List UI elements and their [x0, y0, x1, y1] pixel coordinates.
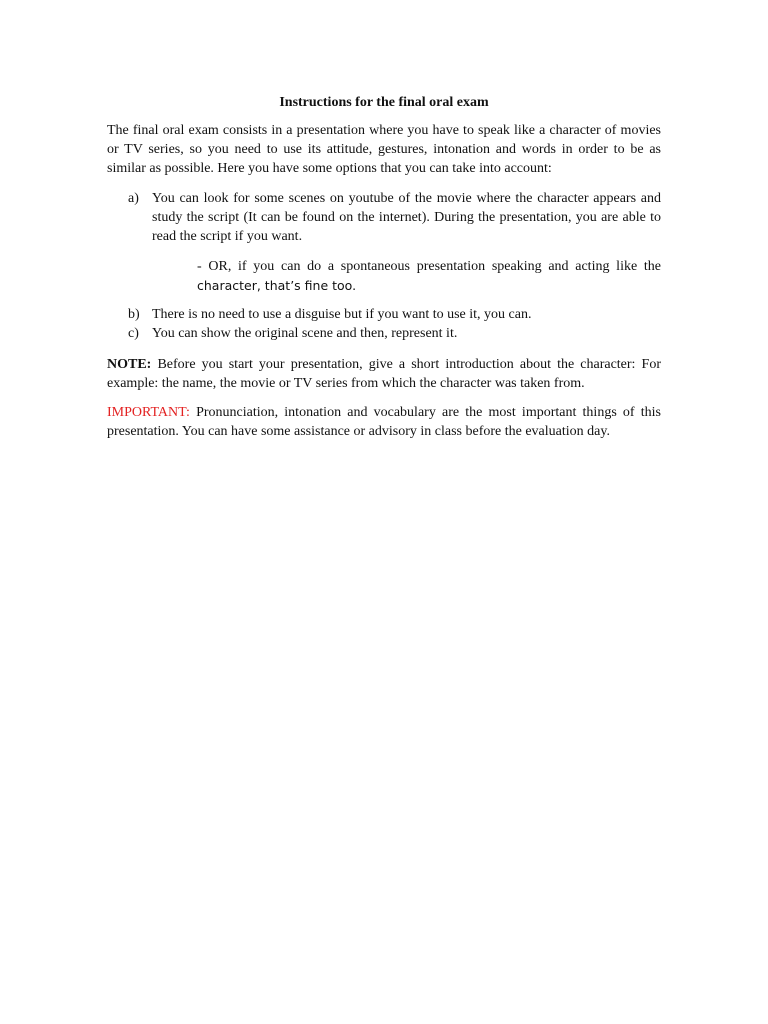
list-item-c-text: You can show the original scene and then, represent it. — [152, 326, 458, 342]
note-paragraph — [107, 355, 661, 393]
list-item-c — [107, 324, 661, 343]
list-marker-a: a) — [128, 191, 139, 206]
sub-option-text-end: character, that’s fine too. — [197, 278, 357, 294]
list-item-b-text: There is no need to use a disguise but if you want to use it, you can. — [152, 307, 532, 322]
important-paragraph — [107, 403, 661, 441]
options-list-bc — [107, 305, 661, 343]
list-marker-b: b) — [128, 307, 140, 322]
sub-option-paragraph — [197, 257, 661, 296]
document-title: Instructions for the final oral exam — [279, 95, 489, 110]
sub-option-text: - OR, if you can do a spontaneous presentation speaking and acting like the — [197, 259, 661, 274]
list-marker-c: c) — [128, 326, 139, 342]
list-item-a — [107, 189, 661, 247]
important-label: IMPORTANT: — [107, 405, 190, 420]
list-item-b — [107, 305, 661, 324]
intro-paragraph: The final oral exam consists in a presentation where you have to speak like a character of movies or TV series, so you need to use its attitude, gestures, intonation and words in order to be as similar as possible. Here you have some options that you can take into account: — [107, 123, 661, 177]
note-text: Before you start your presentation, give a short introduction about the character: For example: the name, the movie or TV series from which the character was taken from. — [107, 357, 661, 392]
important-text: Pronunciation, intonation and vocabulary are the most important things of this presentation. You can have some assistance or advisory in class before the evaluation day. — [107, 405, 661, 440]
list-item-a-text: You can look for some scenes on youtube of the movie where the character appears and study the script (It can be found on the internet). During the presentation, you are able to read the script if you want. — [152, 191, 661, 245]
note-label: NOTE: — [107, 357, 152, 372]
options-list-a — [107, 189, 661, 247]
